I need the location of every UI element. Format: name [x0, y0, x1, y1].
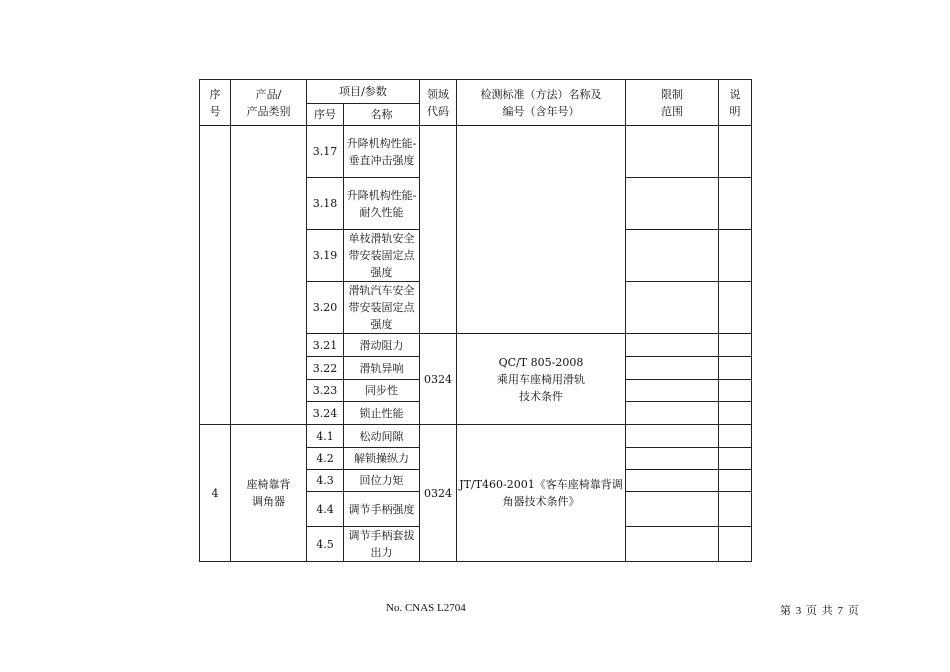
- header-sub-seq: 序号: [307, 104, 344, 126]
- item-seq: 3.23: [307, 380, 344, 402]
- header-standard: 检测标准（方法）名称及 编号（含年号）: [457, 80, 626, 126]
- limit-cell: [626, 492, 719, 527]
- item-name: 升降机构性能-垂直冲击强度: [344, 126, 420, 178]
- limit-cell: [626, 178, 719, 230]
- item-seq: 3.22: [307, 357, 344, 380]
- item-name: 单枝滑轨安全带安装固定点强度: [344, 230, 420, 282]
- limit-cell: [626, 425, 719, 448]
- standard-title-cont: 技术条件: [519, 389, 563, 403]
- item-name: 滑轨异响: [344, 357, 420, 380]
- header-item-param: 项目/参数: [307, 80, 420, 104]
- standard-code: QC/T 805-2008: [498, 355, 584, 369]
- limit-cell: [626, 402, 719, 425]
- empty-cell: [231, 126, 307, 425]
- note-cell: [719, 425, 752, 448]
- limit-cell: [626, 357, 719, 380]
- product-name: 座椅靠背 调角器: [231, 425, 307, 562]
- standard-cell: JT/T460-2001《客车座椅靠背调角器技术条件》: [457, 425, 626, 562]
- item-seq: 3.18: [307, 178, 344, 230]
- header-seq: 序 号: [200, 80, 231, 126]
- limit-cell: [626, 230, 719, 282]
- note-cell: [719, 126, 752, 178]
- item-seq: 4.3: [307, 470, 344, 492]
- item-seq: 4.4: [307, 492, 344, 527]
- item-name: 调节手柄强度: [344, 492, 420, 527]
- note-cell: [719, 282, 752, 334]
- empty-cell: [457, 126, 626, 334]
- item-seq: 3.20: [307, 282, 344, 334]
- item-seq: 3.19: [307, 230, 344, 282]
- limit-cell: [626, 282, 719, 334]
- standard-cell: [457, 334, 626, 425]
- item-seq: 4.1: [307, 425, 344, 448]
- limit-cell: [626, 470, 719, 492]
- table-row: [200, 126, 752, 178]
- item-name: 调节手柄套拔出力: [344, 527, 420, 562]
- note-cell: [719, 492, 752, 527]
- accreditation-table: [199, 79, 752, 562]
- limit-cell: [626, 380, 719, 402]
- header-field-code: 领域 代码: [420, 80, 457, 126]
- item-name: 升降机构性能-耐久性能: [344, 178, 420, 230]
- header-limit: 限制 范围: [626, 80, 719, 126]
- note-cell: [719, 230, 752, 282]
- item-name: 滑动阻力: [344, 334, 420, 357]
- table-row: [200, 425, 752, 448]
- document-number: No. CNAS L2704: [386, 602, 466, 614]
- item-name: 锁止性能: [344, 402, 420, 425]
- note-cell: [719, 527, 752, 562]
- item-seq: 4.2: [307, 448, 344, 470]
- item-name: 松动间隙: [344, 425, 420, 448]
- item-seq: 3.17: [307, 126, 344, 178]
- item-seq: 3.24: [307, 402, 344, 425]
- item-name: 回位力矩: [344, 470, 420, 492]
- item-number: 4: [200, 425, 231, 562]
- item-seq: 3.21: [307, 334, 344, 357]
- note-cell: [719, 334, 752, 357]
- item-seq: 4.5: [307, 527, 344, 562]
- item-name: 解锁操纵力: [344, 448, 420, 470]
- standard-title: 乘用车座椅用滑轨: [497, 372, 585, 386]
- note-cell: [719, 178, 752, 230]
- field-code: 0324: [420, 334, 457, 425]
- field-code: 0324: [420, 425, 457, 562]
- item-name: 滑轨汽车安全带安装固定点强度: [344, 282, 420, 334]
- limit-cell: [626, 334, 719, 357]
- page-number: 第 3 页 共 7 页: [780, 605, 859, 617]
- limit-cell: [626, 126, 719, 178]
- header-sub-name: 名称: [344, 104, 420, 126]
- header-note: 说 明: [719, 80, 752, 126]
- note-cell: [719, 380, 752, 402]
- empty-cell: [420, 126, 457, 334]
- note-cell: [719, 448, 752, 470]
- item-name: 同步性: [344, 380, 420, 402]
- limit-cell: [626, 448, 719, 470]
- note-cell: [719, 470, 752, 492]
- note-cell: [719, 402, 752, 425]
- note-cell: [719, 357, 752, 380]
- limit-cell: [626, 527, 719, 562]
- empty-cell: [200, 126, 231, 425]
- header-product: 产品/ 产品类别: [231, 80, 307, 126]
